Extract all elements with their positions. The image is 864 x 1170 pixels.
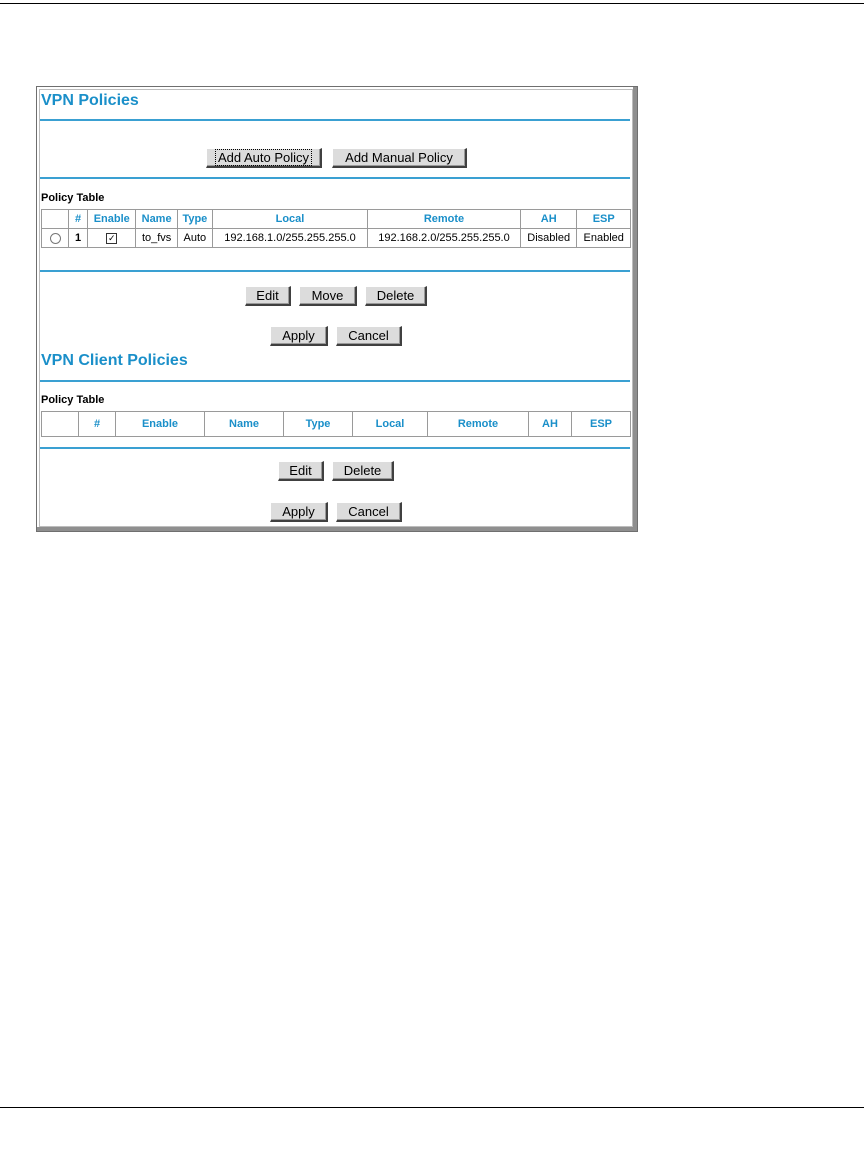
- table-row: [42, 229, 631, 248]
- add-manual-policy-button[interactable]: Add Manual Policy: [332, 148, 467, 168]
- column-header: #: [79, 412, 116, 437]
- client-policy-table-label: Policy Table: [41, 394, 105, 406]
- policy-table-label: Policy Table: [41, 192, 105, 204]
- column-header: #: [69, 210, 88, 229]
- divider: [40, 119, 630, 121]
- move-button[interactable]: Move: [299, 286, 357, 306]
- vpn-client-policies-title: VPN Client Policies: [41, 352, 188, 369]
- page-bottom-rule: [0, 1107, 864, 1108]
- column-header: Local: [353, 412, 428, 437]
- add-auto-policy-label: Add Auto Policy: [215, 149, 312, 166]
- policy-name: to_fvs: [136, 229, 177, 248]
- column-header: ESP: [577, 210, 631, 229]
- page-top-rule: [0, 3, 864, 4]
- column-header: AH: [529, 412, 572, 437]
- column-header: Type: [177, 210, 212, 229]
- enable-checkbox[interactable]: ✓: [107, 232, 116, 243]
- table-header-row: [42, 412, 631, 437]
- policy-remote: 192.168.2.0/255.255.255.0: [367, 229, 520, 248]
- delete-button[interactable]: Delete: [365, 286, 427, 306]
- divider: [40, 177, 630, 179]
- divider: [40, 270, 630, 272]
- client-edit-button[interactable]: Edit: [278, 461, 324, 481]
- column-header: Remote: [428, 412, 529, 437]
- vpn-policy-table: [41, 209, 631, 248]
- column-header: Name: [136, 210, 177, 229]
- select-column-header: [42, 210, 69, 229]
- vpn-policies-title: VPN Policies: [41, 92, 139, 109]
- client-apply-button[interactable]: Apply: [270, 502, 328, 522]
- policy-type: Auto: [177, 229, 212, 248]
- column-header: Enable: [116, 412, 205, 437]
- vpn-client-policy-table: [41, 411, 631, 437]
- column-header: Name: [205, 412, 284, 437]
- client-cancel-button[interactable]: Cancel: [336, 502, 402, 522]
- policy-ah: Disabled: [520, 229, 576, 248]
- column-header: ESP: [572, 412, 631, 437]
- column-header: Type: [284, 412, 353, 437]
- column-header: Enable: [88, 210, 136, 229]
- client-delete-button[interactable]: Delete: [332, 461, 394, 481]
- divider: [40, 380, 630, 382]
- cancel-button[interactable]: Cancel: [336, 326, 402, 346]
- policy-esp: Enabled: [577, 229, 631, 248]
- column-header: AH: [520, 210, 576, 229]
- column-header: Local: [212, 210, 367, 229]
- divider: [40, 447, 630, 449]
- apply-button[interactable]: Apply: [270, 326, 328, 346]
- row-select-radio[interactable]: [50, 233, 61, 244]
- policy-local: 192.168.1.0/255.255.255.0: [212, 229, 367, 248]
- select-column-header: [42, 412, 79, 437]
- column-header: Remote: [367, 210, 520, 229]
- row-number: 1: [69, 229, 88, 248]
- add-auto-policy-button[interactable]: [206, 148, 322, 168]
- table-header-row: [42, 210, 631, 229]
- edit-button[interactable]: Edit: [245, 286, 291, 306]
